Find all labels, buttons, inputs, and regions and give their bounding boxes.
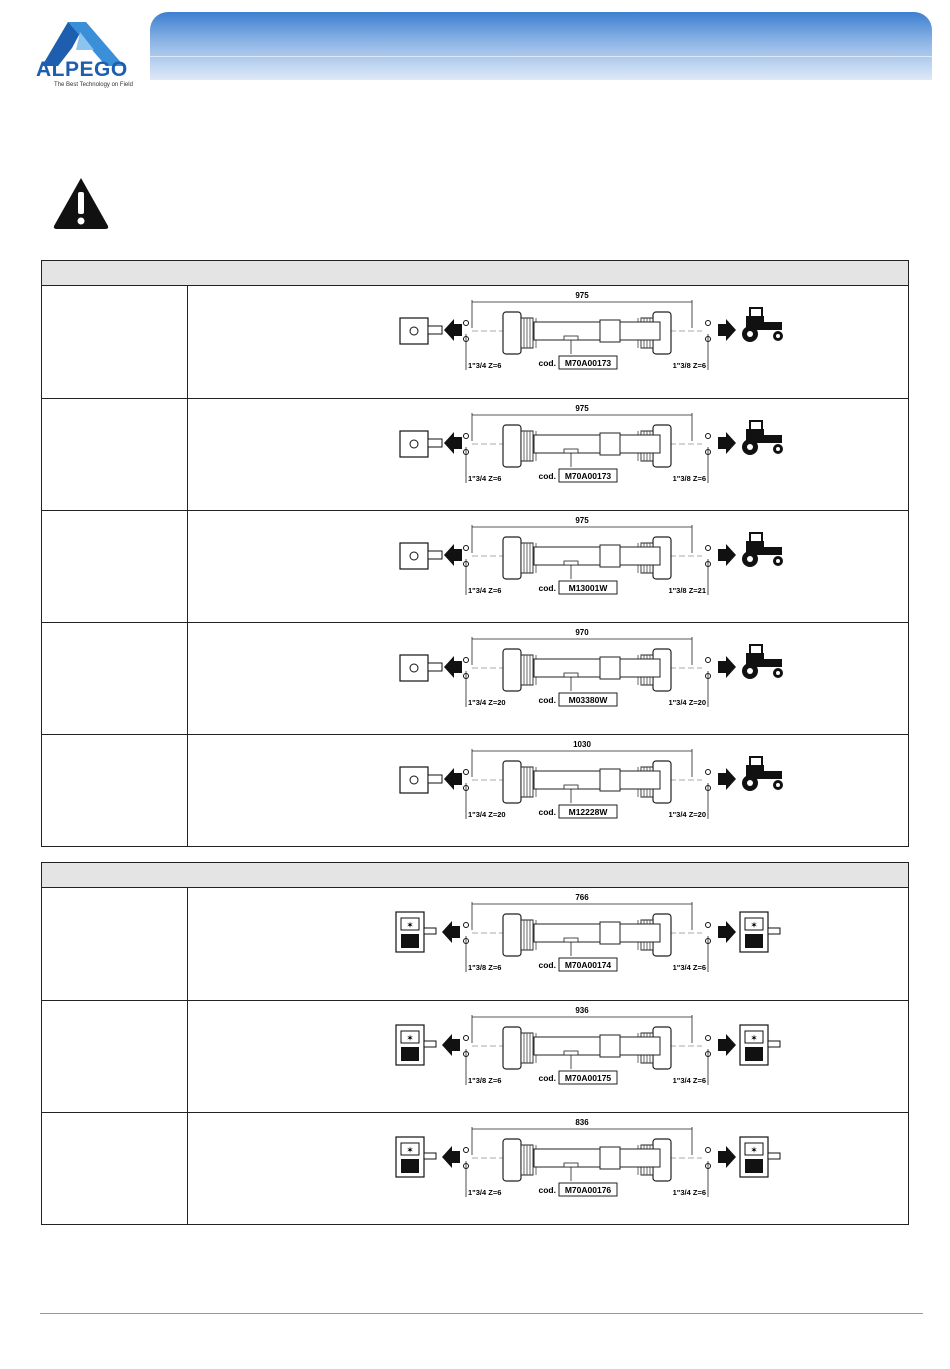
driveshaft-diagram (392, 737, 792, 845)
left-spline-spec: 1"3/4 Z=6 (468, 1188, 502, 1197)
right-spline-spec: 1"3/4 Z=6 (672, 1188, 706, 1197)
shaft-length-label: 975 (575, 516, 589, 525)
part-code: M70A00174 (564, 960, 612, 970)
warning-triangle-icon (52, 176, 110, 230)
code-prefix: cod. (538, 695, 556, 705)
part-code: M70A00176 (564, 1185, 612, 1195)
code-prefix: cod. (538, 1185, 556, 1195)
part-code: M12228W (568, 807, 608, 817)
driveshaft-diagram (392, 513, 792, 621)
table-row (42, 1112, 908, 1224)
part-code: M70A00173 (564, 471, 612, 481)
right-spline-spec: 1"3/4 Z=20 (668, 698, 706, 707)
right-spline-spec: 1"3/8 Z=6 (672, 474, 706, 483)
shaft-length-label: 936 (575, 1006, 589, 1015)
row-label-cell (42, 286, 188, 398)
driveshaft-diagram (392, 625, 792, 733)
left-spline-spec: 1"3/8 Z=6 (468, 963, 502, 972)
row-label-cell (42, 511, 188, 622)
logo-tagline: The Best Technology on Field (54, 82, 133, 88)
left-spline-spec: 1"3/4 Z=6 (468, 586, 502, 595)
part-code: M70A00173 (564, 358, 612, 368)
right-spline-spec: 1"3/8 Z=21 (668, 586, 706, 595)
shaft-length-label: 975 (575, 404, 589, 413)
svg-text:✶: ✶ (406, 920, 414, 930)
part-code: M70A00175 (564, 1073, 612, 1083)
code-prefix: cod. (538, 583, 556, 593)
row-label-cell (42, 1001, 188, 1112)
driveshaft-diagram (392, 1115, 792, 1223)
row-label-cell (42, 735, 188, 846)
right-spline-spec: 1"3/4 Z=6 (672, 1076, 706, 1085)
svg-text:✶: ✶ (406, 1145, 414, 1155)
driveshaft-diagram (392, 288, 792, 396)
table-row (42, 398, 908, 510)
footer-divider (40, 1313, 923, 1314)
table-row (42, 622, 908, 734)
part-code: M13001W (568, 583, 608, 593)
code-prefix: cod. (538, 471, 556, 481)
table-header (42, 863, 908, 888)
right-spline-spec: 1"3/4 Z=6 (672, 963, 706, 972)
logo-brand: ALPEGO (36, 58, 128, 81)
row-label-cell (42, 888, 188, 1000)
code-prefix: cod. (538, 807, 556, 817)
part-code: M03380W (568, 695, 608, 705)
table-row (42, 510, 908, 622)
table-row (42, 888, 908, 1000)
header-banner (150, 12, 932, 80)
shaft-length-label: 766 (575, 893, 589, 902)
driveshaft-table-1 (41, 260, 909, 847)
shaft-length-label: 975 (575, 291, 589, 300)
table-row (42, 734, 908, 846)
shaft-length-label: 1030 (573, 740, 591, 749)
left-spline-spec: 1"3/4 Z=6 (468, 474, 502, 483)
svg-text:✶: ✶ (750, 1033, 758, 1043)
table-header (42, 261, 908, 286)
table-row (42, 286, 908, 398)
code-prefix: cod. (538, 960, 556, 970)
row-label-cell (42, 623, 188, 734)
driveshaft-diagram (392, 401, 792, 509)
right-spline-spec: 1"3/4 Z=20 (668, 810, 706, 819)
driveshaft-diagram (392, 890, 792, 998)
svg-text:✶: ✶ (406, 1033, 414, 1043)
driveshaft-table-2 (41, 862, 909, 1225)
left-spline-spec: 1"3/4 Z=20 (468, 698, 506, 707)
row-label-cell (42, 399, 188, 510)
table-row (42, 1000, 908, 1112)
code-prefix: cod. (538, 358, 556, 368)
driveshaft-diagram (392, 1003, 792, 1111)
svg-text:✶: ✶ (750, 920, 758, 930)
code-prefix: cod. (538, 1073, 556, 1083)
left-spline-spec: 1"3/4 Z=20 (468, 810, 506, 819)
left-spline-spec: 1"3/4 Z=6 (468, 361, 502, 370)
row-label-cell (42, 1113, 188, 1224)
shaft-length-label: 970 (575, 628, 589, 637)
shaft-length-label: 836 (575, 1118, 589, 1127)
right-spline-spec: 1"3/8 Z=6 (672, 361, 706, 370)
svg-text:✶: ✶ (750, 1145, 758, 1155)
left-spline-spec: 1"3/8 Z=6 (468, 1076, 502, 1085)
